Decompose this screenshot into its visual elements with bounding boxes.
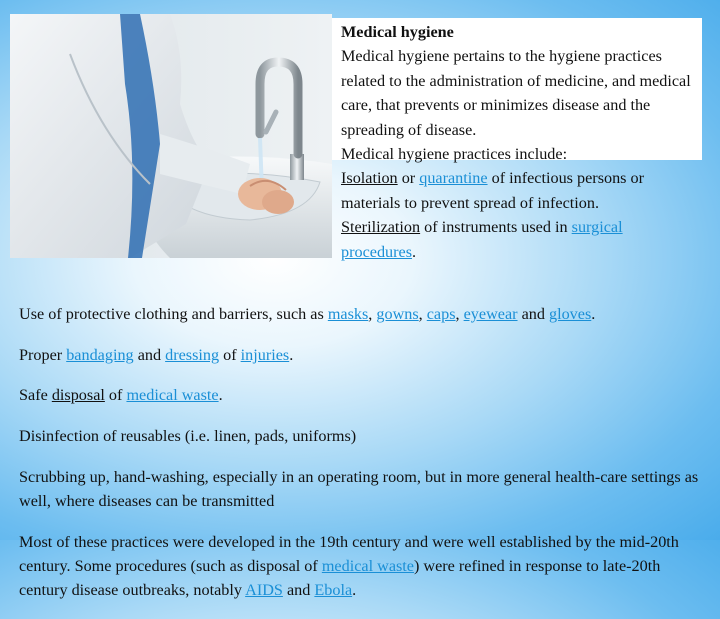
isolation-text-2: of infectious persons or materials to prevent spread of infection. xyxy=(341,169,645,212)
intro-text-column xyxy=(341,20,701,264)
scrubbing-item: Scrubbing up, hand-washing, especially in an operating room, but in more general health-care settings as well, where diseases can be transmitted xyxy=(19,467,699,510)
gowns-link[interactable]: gowns xyxy=(376,305,419,324)
eyewear-link[interactable]: eyewear xyxy=(463,305,518,324)
separator: and xyxy=(517,305,549,324)
isolation-link[interactable]: Isolation xyxy=(341,169,398,188)
sterilization-link[interactable]: Sterilization xyxy=(341,218,421,237)
bandaging-link[interactable]: bandaging xyxy=(66,345,134,364)
quarantine-link[interactable]: quarantine xyxy=(419,169,488,188)
surgical-procedures-link[interactable]: surgical procedures xyxy=(341,218,623,261)
practices-list xyxy=(19,286,709,619)
separator: , xyxy=(418,305,427,324)
injuries-link[interactable]: injuries xyxy=(240,345,290,364)
aids-link[interactable]: AIDS xyxy=(245,581,283,600)
bandaging-item xyxy=(19,343,709,367)
bandaging-text-3: . xyxy=(289,345,294,364)
bandaging-text-0: Proper xyxy=(19,345,67,364)
history-text-3: . xyxy=(352,581,357,600)
history-text-1: ) were refined in response to late-20th century disease outbreaks, notably xyxy=(19,556,661,600)
protective-item xyxy=(19,302,709,326)
protective-text-0: Use of protective clothing and barriers, such as xyxy=(19,305,328,324)
separator: , xyxy=(368,305,377,324)
disinfection-item: Disinfection of reusables (i.e. linen, pads, uniforms) xyxy=(19,426,357,445)
handwashing-photo xyxy=(10,14,332,258)
disposal-text-1: of xyxy=(104,386,127,405)
history-paragraph xyxy=(19,530,709,603)
history-text-2: and xyxy=(282,581,315,600)
isolation-item xyxy=(341,166,701,215)
history-text-0: Most of these practices were developed in the 19th century and were well established by the mid-20th century. Some procedures (such as disposal of xyxy=(19,532,679,575)
bandaging-text-2: of xyxy=(219,345,241,364)
disposal-text-2: . xyxy=(218,386,223,405)
disposal-item xyxy=(19,383,709,407)
sterilization-item xyxy=(341,215,701,264)
isolation-text-1: or xyxy=(397,169,420,188)
sterilization-text-1: of instruments used in xyxy=(420,218,572,237)
ebola-link[interactable]: Ebola xyxy=(314,581,353,600)
caps-link[interactable]: caps xyxy=(426,305,456,324)
medical-waste-link[interactable]: medical waste xyxy=(126,386,219,405)
sterilization-text-2: . xyxy=(412,242,417,261)
masks-link[interactable]: masks xyxy=(327,305,369,324)
disposal-text-0: Safe xyxy=(19,386,52,405)
section-title: Medical hygiene xyxy=(341,23,454,41)
medical-waste-link-2[interactable]: medical waste xyxy=(321,556,414,575)
disposal-link[interactable]: disposal xyxy=(51,386,105,405)
dressing-link[interactable]: dressing xyxy=(165,345,220,364)
gloves-link[interactable]: gloves xyxy=(549,305,592,324)
separator: , xyxy=(455,305,464,324)
separator: . xyxy=(591,305,596,324)
bandaging-text-1: and xyxy=(133,345,166,364)
intro-description: Medical hygiene pertains to the hygiene practices related to the administration of medicine, and medical care, that prevents or minimizes disease and the spreading of disease. xyxy=(341,47,691,139)
practices-intro: Medical hygiene practices include: xyxy=(341,145,568,164)
